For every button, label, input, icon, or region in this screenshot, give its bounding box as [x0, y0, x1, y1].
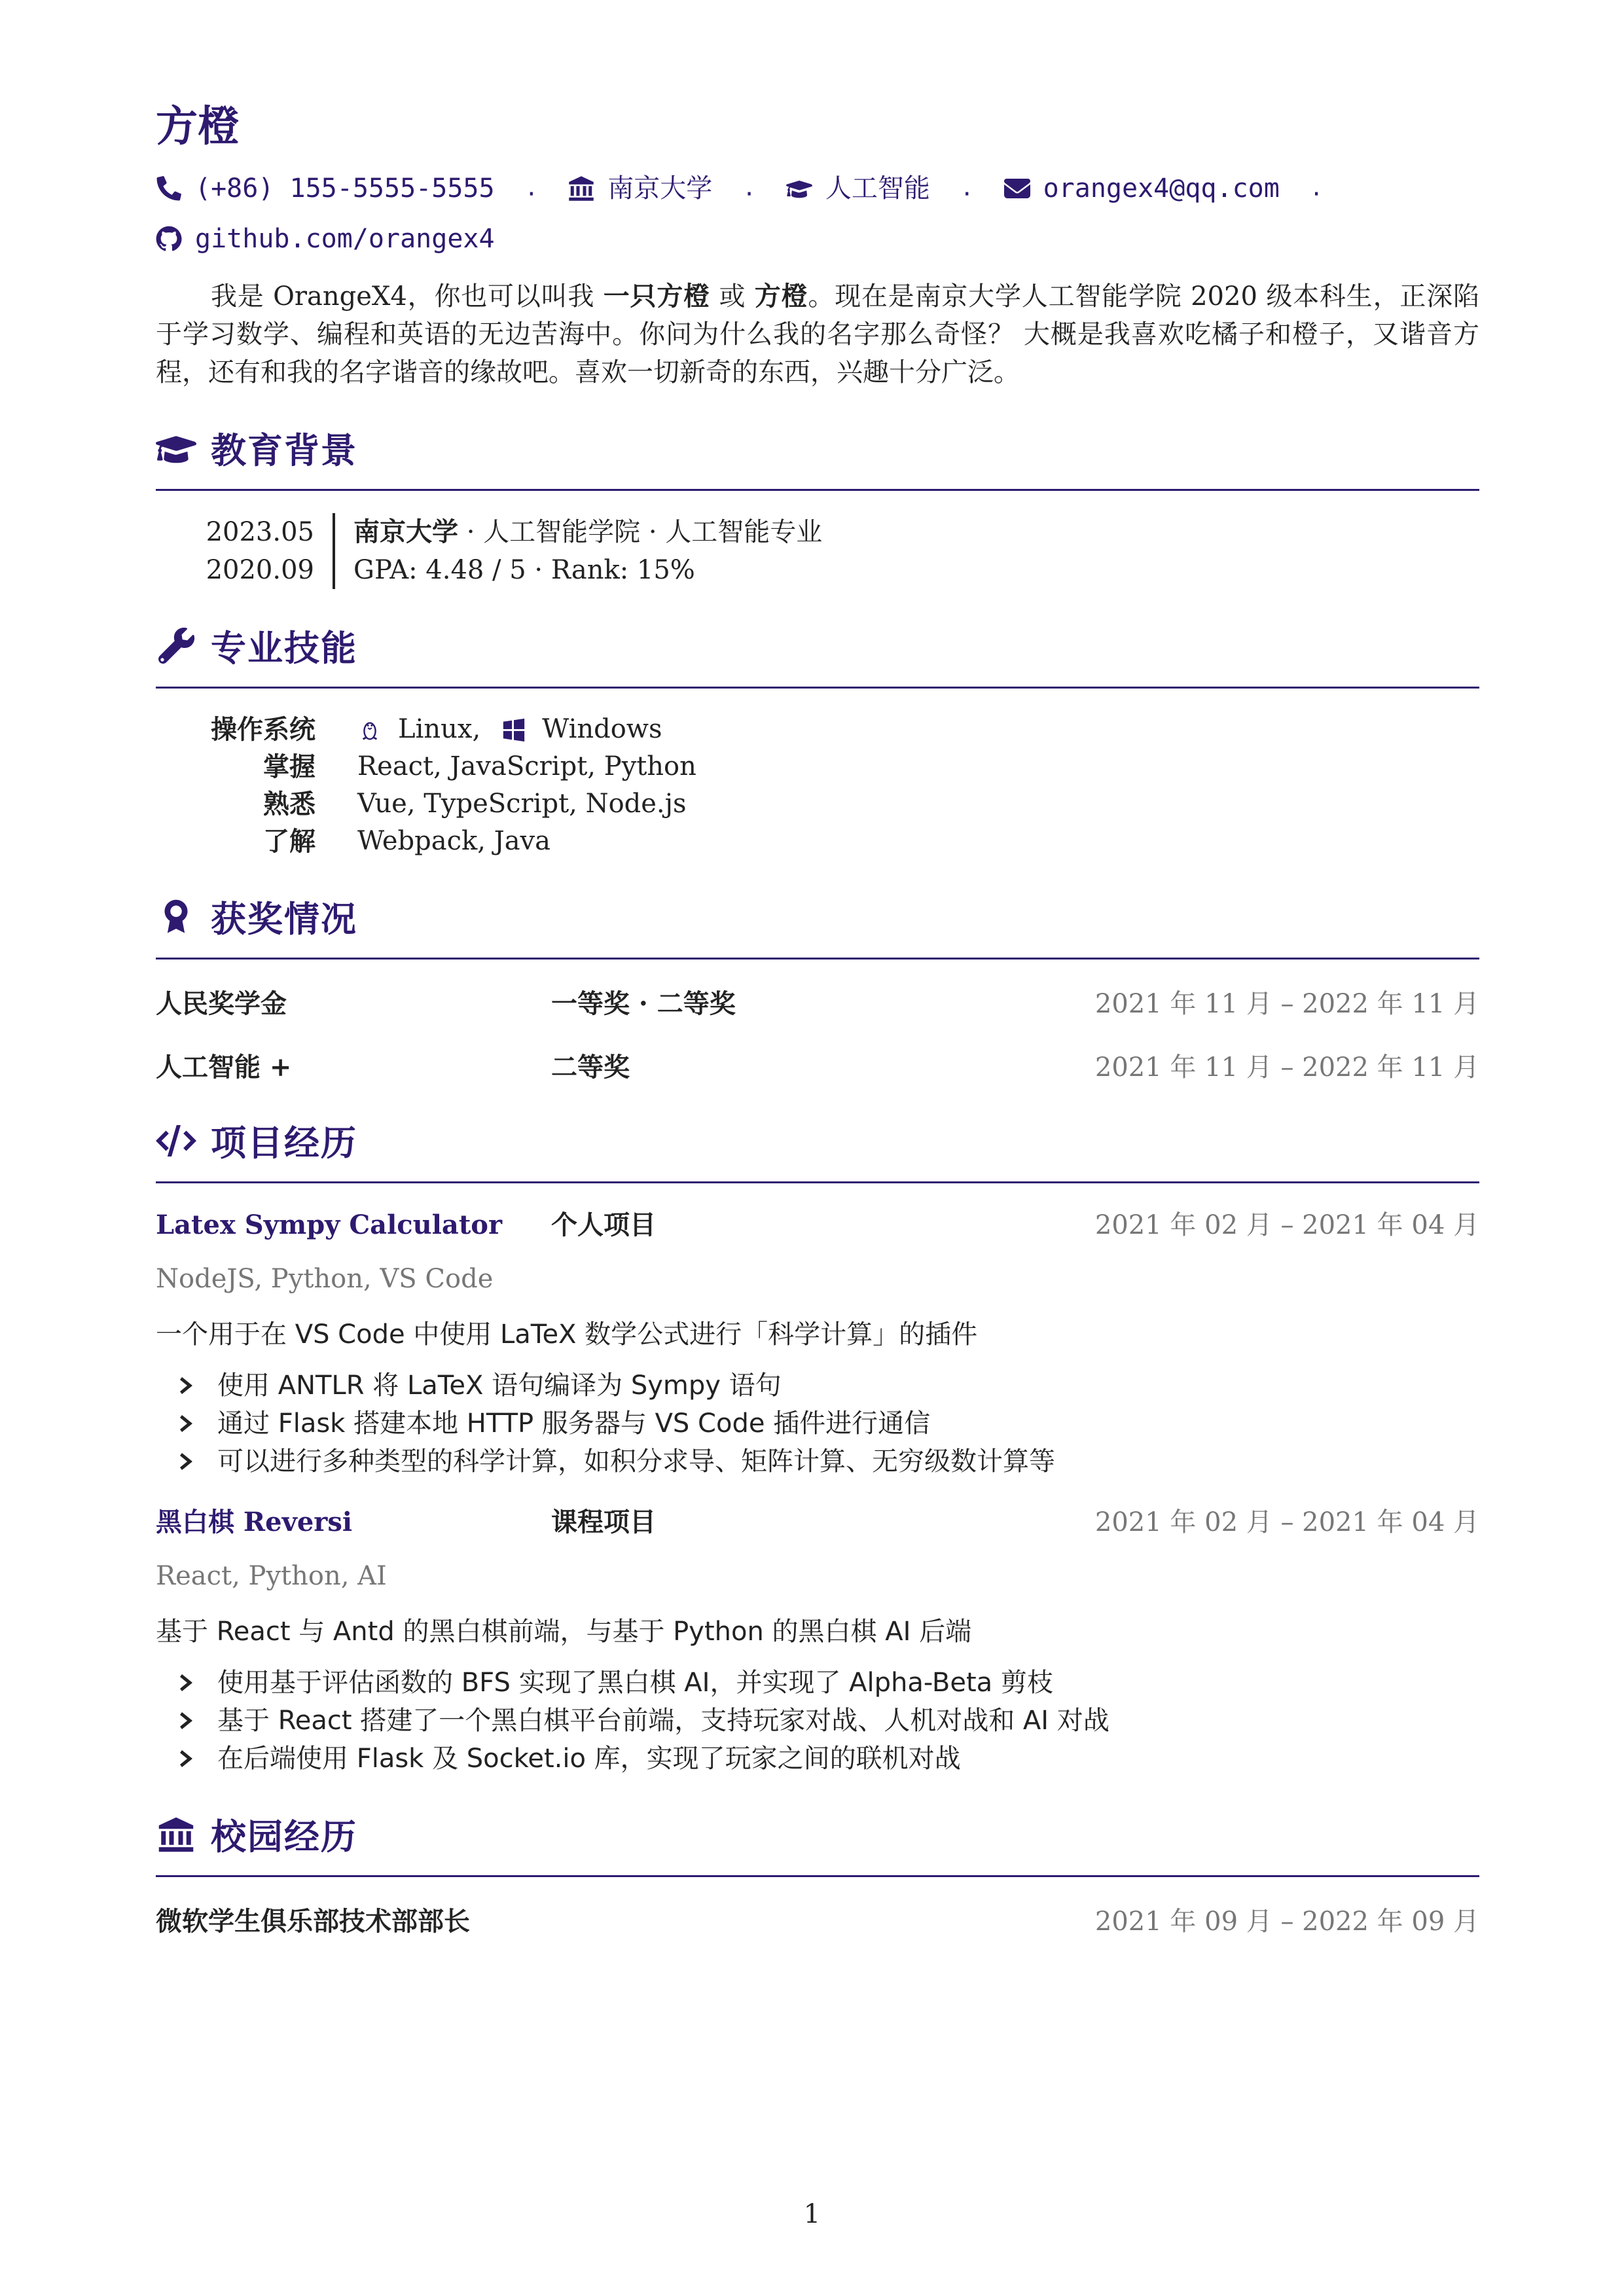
award-date: 2021 年 11 月 – 2022 年 11 月: [1094, 989, 1479, 1019]
project-header: [156, 1501, 1479, 1539]
date-end: 2023.05: [206, 517, 314, 547]
project-type: 个人项目: [551, 1210, 656, 1240]
awards-heading: [156, 891, 1479, 942]
bullet-text: 在后端使用 Flask 及 Socket.io 库，实现了玩家之间的联机对战: [217, 1744, 961, 1774]
list-item: [156, 1702, 1479, 1740]
phone-item: [156, 166, 495, 211]
phone-number: (+86) 155-5555-5555: [195, 173, 495, 204]
project-name: Latex Sympy Calculator: [156, 1210, 503, 1240]
intro-nickname: 方橙: [754, 281, 808, 312]
project-header: [156, 1204, 1479, 1242]
intro-paragraph: [156, 278, 1479, 391]
bullet-text: 可以进行多种类型的科学计算，如积分求导、矩阵计算、无穷级数计算等: [217, 1446, 1055, 1477]
email-item[interactable]: [1004, 166, 1280, 211]
school-item: [568, 166, 712, 211]
chevron-right-icon: [179, 1414, 196, 1433]
school-text: 南京大学: [607, 173, 713, 204]
skill-row: [156, 748, 1479, 785]
email-link[interactable]: orangex4@qq.com: [1043, 173, 1280, 204]
github-link[interactable]: github.com/orangex4: [195, 224, 495, 254]
chevron-right-icon: [179, 1749, 196, 1768]
award-name: 人工智能 +: [156, 1052, 292, 1083]
section-title: 项目经历: [211, 1122, 357, 1164]
github-icon: [156, 226, 182, 252]
section-divider: [156, 489, 1479, 491]
project-description: 基于 React 与 Antd 的黑白棋前端，与基于 Python 的黑白棋 AI 后端: [156, 1617, 972, 1647]
project-entry: [156, 1501, 1479, 1778]
projects-heading: [156, 1115, 1479, 1166]
skill-row-os: [156, 711, 1479, 748]
chevron-right-icon: [179, 1711, 196, 1731]
separator: ·: [524, 181, 539, 207]
list-item: [156, 1367, 1479, 1405]
graduation-cap-icon: [786, 175, 812, 202]
intro-nickname: 一只方橙: [603, 281, 710, 312]
separator: ·: [742, 181, 756, 207]
project-date: 2021 年 02 月 – 2021 年 04 月: [1094, 1507, 1479, 1537]
section-divider: [156, 1181, 1479, 1183]
section-title: 专业技能: [211, 627, 357, 669]
project-name: 黑白棋 Reversi: [156, 1507, 353, 1537]
award-level: 一等奖 · 二等奖: [551, 988, 736, 1019]
award-level: 二等奖: [551, 1052, 630, 1083]
skill-row: [156, 785, 1479, 823]
education-dates: [156, 513, 335, 589]
section-divider: [156, 958, 1479, 960]
bullet-text: 使用 ANTLR 将 LaTeX 语句编译为 Sympy 语句: [217, 1371, 782, 1401]
education-entry: [156, 513, 1479, 589]
graduation-cap-icon: [156, 430, 196, 467]
school-name: 南京大学: [353, 516, 458, 547]
page-number: 1: [803, 2199, 821, 2229]
skill-key: 操作系统: [211, 714, 316, 745]
education-heading: [156, 423, 1479, 473]
chevron-right-icon: [179, 1452, 196, 1471]
skill-value: [357, 711, 662, 748]
campus-role: 微软学生俱乐部技术部部长: [156, 1906, 470, 1937]
bullet-text: 基于 React 搭建了一个黑白棋平台前端，支持玩家对战、人机对战和 AI 对战: [217, 1706, 1110, 1736]
skill-row: [156, 823, 1479, 860]
skill-value: Webpack, Java: [357, 826, 550, 856]
separator: ·: [960, 181, 974, 207]
award-name: 人民奖学金: [156, 988, 287, 1019]
date-start: 2020.09: [206, 555, 314, 585]
gpa-text: GPA: 4.48 / 5 · Rank: 15%: [353, 555, 695, 585]
award-row: [156, 983, 1479, 1020]
intro-text: 或: [710, 281, 755, 312]
campus-heading: [156, 1809, 1479, 1859]
skills-heading: [156, 620, 1479, 671]
award-row: [156, 1047, 1479, 1084]
project-entry: [156, 1204, 1479, 1480]
campus-row: [156, 1901, 1479, 1938]
envelope-icon: [1004, 175, 1030, 202]
major-text: 人工智能: [825, 173, 930, 204]
os-windows: Windows: [542, 714, 662, 744]
project-bullets: [156, 1664, 1479, 1778]
skill-value: Vue, TypeScript, Node.js: [357, 789, 687, 819]
chevron-right-icon: [179, 1376, 196, 1395]
phone-icon: [156, 175, 182, 202]
resume-page: [156, 98, 1479, 1938]
separator: ·: [1309, 181, 1324, 207]
project-bullets: [156, 1367, 1479, 1480]
project-tech: React, Python, AI: [156, 1561, 387, 1591]
chevron-right-icon: [179, 1673, 196, 1693]
skill-key: 熟悉: [263, 789, 316, 819]
code-icon: [156, 1122, 196, 1159]
windows-icon: [501, 717, 526, 742]
list-item: [156, 1405, 1479, 1443]
project-description: 一个用于在 VS Code 中使用 LaTeX 数学公式进行「科学计算」的插件: [156, 1319, 978, 1350]
award-icon: [156, 899, 196, 935]
project-tech: NodeJS, Python, VS Code: [156, 1264, 494, 1294]
intro-text: 。现在是南京大学人工智能学院 2020 级本科生，正深陷于学习数学、编程和英语的无边苦海中。你问为什么我的名字那么奇怪？ 大概是我喜欢吃橘子和橙子，又谐音方程，还有和我的名字谐音的缘故吧。喜欢一切新奇的东西，兴趣十分广泛。: [156, 281, 1480, 387]
education-details: [335, 513, 822, 589]
list-item: [156, 1740, 1479, 1778]
intro-text: 我是 OrangeX4，你也可以叫我: [211, 281, 604, 312]
university-icon: [156, 1816, 196, 1853]
section-divider: [156, 687, 1479, 689]
wrench-icon: [156, 628, 196, 664]
skill-value: React, JavaScript, Python: [357, 751, 696, 781]
list-item: [156, 1443, 1479, 1480]
section-title: 校园经历: [211, 1816, 357, 1857]
list-item: [156, 1664, 1479, 1702]
award-date: 2021 年 11 月 – 2022 年 11 月: [1094, 1052, 1479, 1083]
skill-key: 了解: [263, 826, 316, 857]
contact-info: [156, 166, 1479, 266]
project-date: 2021 年 02 月 – 2021 年 04 月: [1094, 1210, 1479, 1240]
bullet-text: 使用基于评估函数的 BFS 实现了黑白棋 AI，并实现了 Alpha-Beta 剪枝: [217, 1668, 1053, 1698]
section-divider: [156, 1875, 1479, 1877]
skill-key: 掌握: [263, 751, 316, 782]
bullet-text: 通过 Flask 搭建本地 HTTP 服务器与 VS Code 插件进行通信: [217, 1408, 931, 1439]
major-item: [786, 166, 930, 211]
campus-date: 2021 年 09 月 – 2022 年 09 月: [1094, 1907, 1479, 1937]
university-icon: [568, 175, 594, 202]
skills-list: [156, 711, 1479, 860]
github-item[interactable]: [156, 217, 495, 261]
linux-icon: [357, 717, 382, 742]
school-detail: · 人工智能学院 · 人工智能专业: [458, 517, 823, 547]
section-title: 获奖情况: [211, 898, 357, 940]
section-title: 教育背景: [211, 429, 357, 471]
person-name: 方橙: [156, 102, 240, 151]
os-linux: Linux,: [398, 714, 481, 744]
project-type: 课程项目: [551, 1507, 656, 1537]
